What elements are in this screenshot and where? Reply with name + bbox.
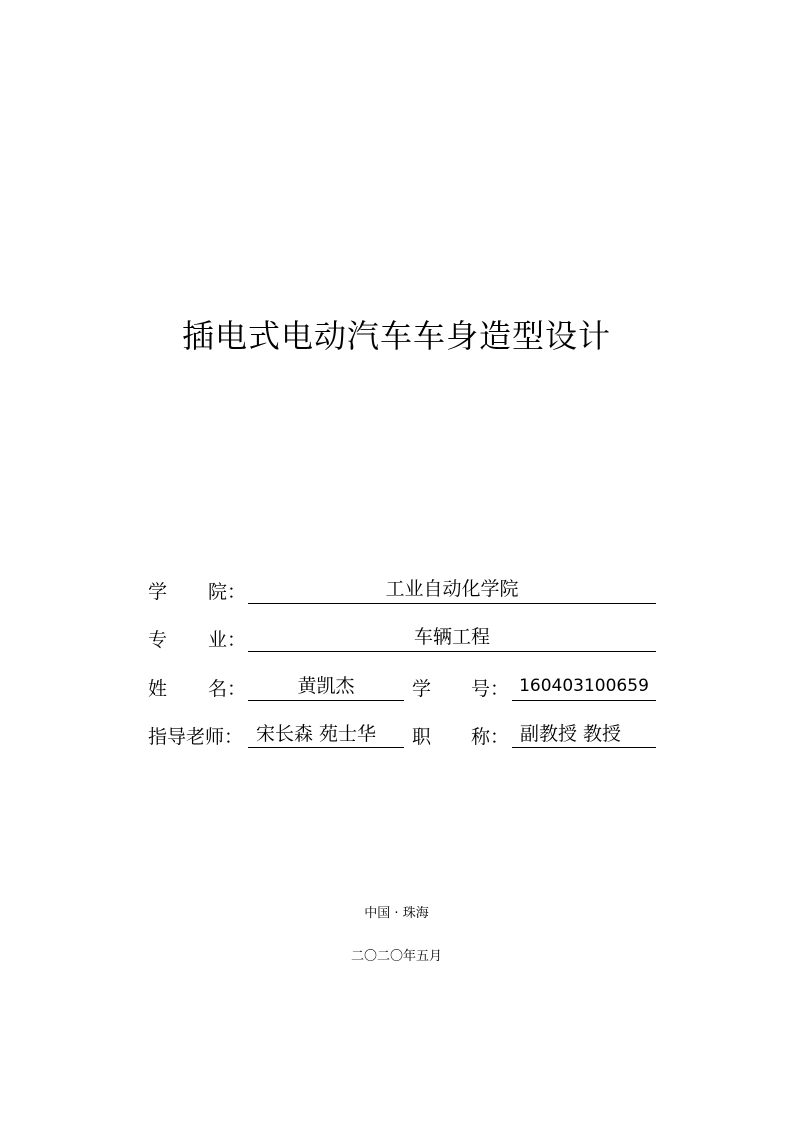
rank-value: 副教授 教授 <box>512 722 656 748</box>
footer-location: 中国 · 珠海 <box>364 906 429 921</box>
name-label-first-char: 姓 <box>148 678 168 700</box>
college-label-second-char: 院： <box>208 581 247 603</box>
student-id-label-second-char: 号： <box>471 678 510 700</box>
college-label-first-char: 学 <box>148 581 168 603</box>
thesis-title: 插电式电动汽车车身造型设计 <box>181 317 611 355</box>
major-label-second-char: 业： <box>208 629 247 651</box>
footer-date: 二〇二〇年五月 <box>350 949 442 964</box>
rank-label-second-char: 称： <box>471 726 510 748</box>
student-name-value: 黄凯杰 <box>248 674 404 701</box>
college-value: 工业自动化学院 <box>248 577 656 604</box>
student-id-value: 160403100659 <box>512 674 656 701</box>
major-value: 车辆工程 <box>248 625 656 652</box>
advisor-label: 指导老师： <box>148 726 244 748</box>
name-label-second-char: 名： <box>208 678 247 700</box>
major-label-first-char: 专 <box>148 629 168 651</box>
rank-label-first-char: 职 <box>412 726 432 748</box>
student-id-label-first-char: 学 <box>412 678 432 700</box>
advisor-value: 宋长森 苑士华 <box>248 722 404 748</box>
